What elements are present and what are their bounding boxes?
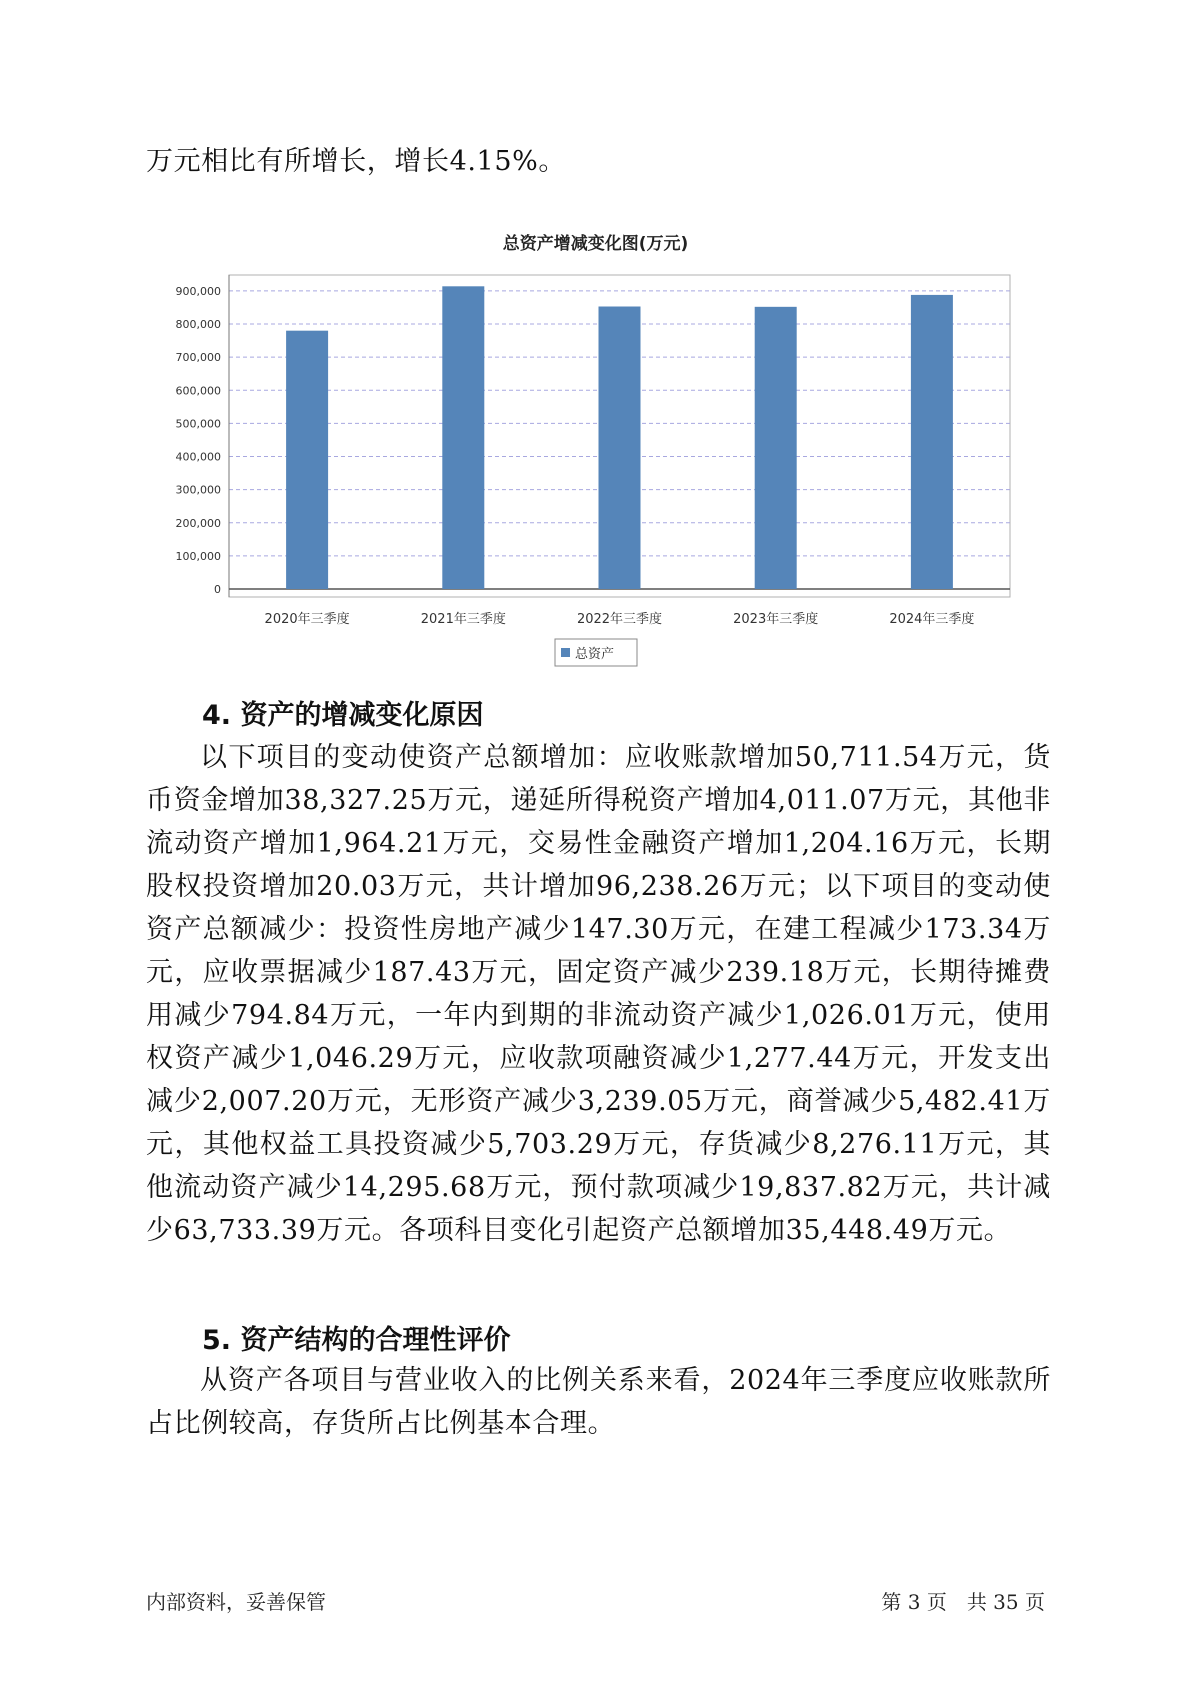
y-tick-label: 700,000 <box>175 351 221 365</box>
y-tick-label: 600,000 <box>175 384 221 398</box>
y-tick-label: 800,000 <box>175 318 221 332</box>
y-tick-label: 100,000 <box>175 549 221 563</box>
section4-heading: 4. 资产的增减变化原因 <box>202 700 484 731</box>
legend-swatch <box>561 648 570 657</box>
footer-confidential: 内部资料，妥善保管 <box>146 1590 326 1614</box>
y-tick-label: 200,000 <box>175 516 221 530</box>
x-tick-label: 2024年三季度 <box>889 612 975 627</box>
bar-2024年三季度 <box>911 295 953 589</box>
section5-body: 从资产各项目与营业收入的比例关系来看，2024年三季度应收账款所占比例较高，存货所占比例基本合理。 <box>146 1365 1051 1439</box>
section4-body: 以下项目的变动使资产总额增加：应收账款增加50,711.54万元，货币资金增加38,327.25万元，递延所得税资产增加4,011.07万元，其他非流动资产增加1,964.21万元，交易性金融资产增加1,204.16万元，长期股权投资增加20.03万元，共计增加96,238.26万元；以下项目的变动使资产总额减少：投资性房地产减少147.30万元，在建工程减少173.34万元，应收票据减少187.43万元，固定资产减少239.18万元，长期待摊费用减少794.84万元，一年内到期的非流动资产减少1,026.01万元，使用权资产减少1,046.29万元，应收款项融资减少1,277.44万元，开发支出减少2,007.20万元，无形资产减少3,239.05万元，商誉减少5,482.41万元，其他权益工具投资减少5,703.29万元，存货减少8,276.11万元，其他流动资产减少14,295.68万元，预付款项减少19,837.82万元，共计减少63,733.39万元。各项科目变化引起资产总额增加35,448.49万元。 <box>146 742 1051 1246</box>
y-tick-label: 300,000 <box>175 483 221 497</box>
section5-heading: 5. 资产结构的合理性评价 <box>202 1325 511 1356</box>
y-tick-label: 0 <box>214 583 221 596</box>
x-tick-label: 2021年三季度 <box>420 612 506 627</box>
y-tick-label: 400,000 <box>175 450 221 464</box>
bar-2021年三季度 <box>442 286 484 589</box>
bar-2023年三季度 <box>755 307 797 589</box>
bar-2020年三季度 <box>286 331 328 589</box>
chart-title: 总资产增减变化图(万元) <box>502 234 689 254</box>
x-tick-label: 2020年三季度 <box>264 612 350 627</box>
y-tick-label: 500,000 <box>175 417 221 431</box>
x-tick-label: 2023年三季度 <box>733 612 819 627</box>
total-assets-bar-chart <box>0 0 1191 700</box>
y-tick-label: 900,000 <box>175 284 221 298</box>
x-tick-label: 2022年三季度 <box>576 612 663 627</box>
legend-label: 总资产 <box>575 647 615 662</box>
footer-page-number: 第 3 页 共 35 页 <box>881 1590 1045 1614</box>
intro-paragraph: 万元相比有所增长，增长4.15%。 <box>146 146 566 177</box>
bar-2022年三季度 <box>599 307 641 589</box>
